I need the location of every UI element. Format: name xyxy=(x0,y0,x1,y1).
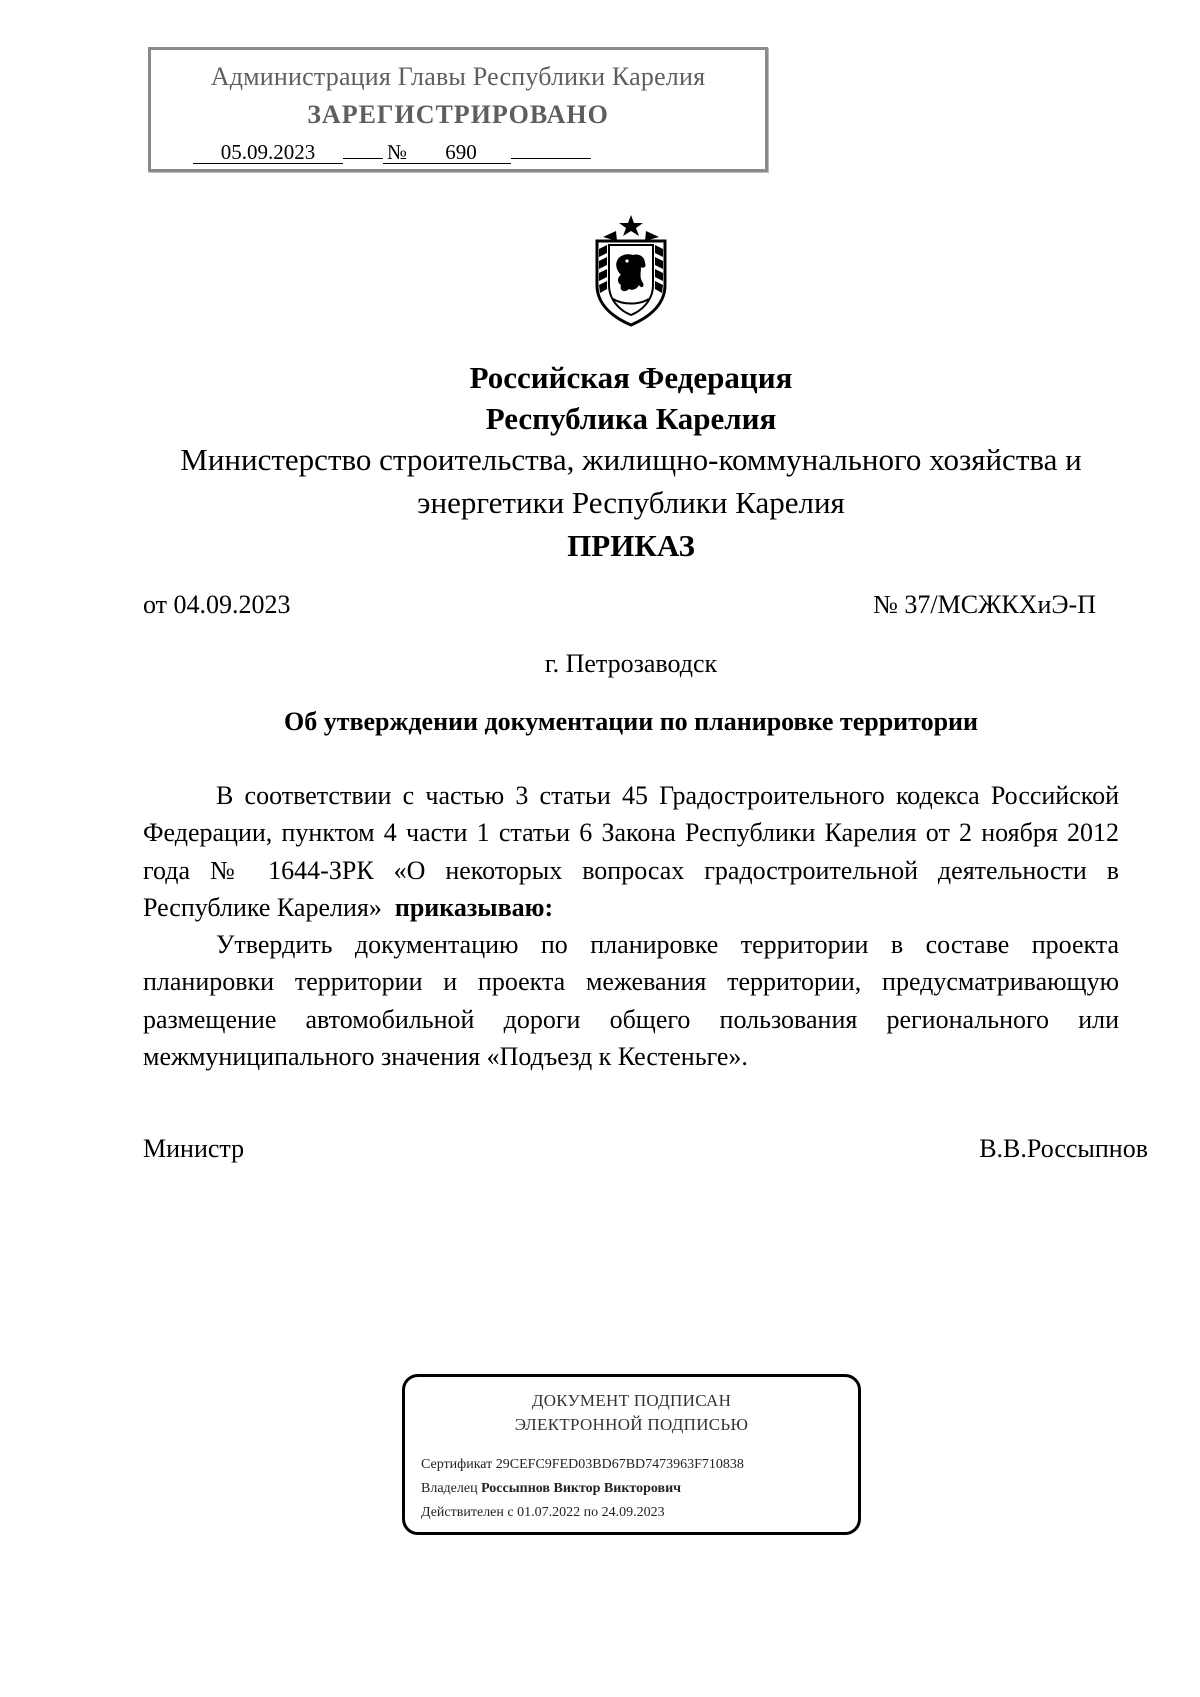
signatory-role: Министр xyxy=(143,1134,245,1163)
order-date: от 04.09.2023 xyxy=(143,590,291,619)
ministry-line-2: энергетики Республики Карелия xyxy=(417,485,845,520)
signatory-name: В.В.Россыпнов xyxy=(979,1134,1148,1163)
paragraph-1-directive: приказываю: xyxy=(394,892,554,922)
stamp-authority: Администрация Главы Республики Карелия xyxy=(210,62,706,91)
esign-validity: Действителен с 01.07.2022 по 24.09.2023 xyxy=(421,1505,665,1520)
order-number: № 37/МСЖКХиЭ-П xyxy=(873,590,1096,619)
order-body xyxy=(143,777,1119,1075)
esign-owner: Владелец Россыпнов Виктор Викторович xyxy=(421,1481,682,1496)
esign-line-2: ЭЛЕКТРОННОЙ ПОДПИСЬЮ xyxy=(514,1415,749,1434)
region-heading: Республика Карелия xyxy=(485,401,777,436)
esign-certificate: Сертификат 29CEFC9FED03BD67BD7473963F710838 xyxy=(421,1457,744,1472)
doc-type-heading: ПРИКАЗ xyxy=(567,528,695,563)
registration-stamp xyxy=(148,47,768,172)
stamp-number: 690 xyxy=(411,141,511,164)
body-paragraph-1 xyxy=(143,777,1119,926)
electronic-signature-stamp xyxy=(402,1374,861,1535)
stamp-number-sign: № xyxy=(383,141,411,164)
order-title: Об утверждении документации по планировке территории xyxy=(283,707,978,736)
paragraph-1-text: В соответствии с частью 3 статьи 45 Градостроительного кодекса Российской Федерации, пунктом 4 части 1 статьи 6 Закона Республики Карелия от 2 ноября 2012 года № 1644-ЗРК «О некоторых вопросах градостроительной деятельности в Республике Карелия» xyxy=(143,781,1119,922)
stamp-date: 05.09.2023 xyxy=(193,141,343,164)
karelia-coat-of-arms-icon xyxy=(583,215,679,327)
body-paragraph-2: Утвердить документацию по планировке территории в составе проекта планировки территории и проекта межевания территории, предусматривающую размещение автомобильной дороги общего пользования регионального или межмуниципального значения «Подъезд к Кестеньге». xyxy=(143,930,1119,1072)
order-city: г. Петрозаводск xyxy=(544,649,718,678)
country-heading: Российская Федерация xyxy=(469,360,793,395)
esign-line-1: ДОКУМЕНТ ПОДПИСАН xyxy=(531,1391,732,1410)
ministry-line-1: Министерство строительства, жилищно-коммунального хозяйства и xyxy=(180,442,1082,477)
stamp-status: ЗАРЕГИСТРИРОВАНО xyxy=(307,100,609,129)
stamp-registration-line xyxy=(193,140,591,165)
